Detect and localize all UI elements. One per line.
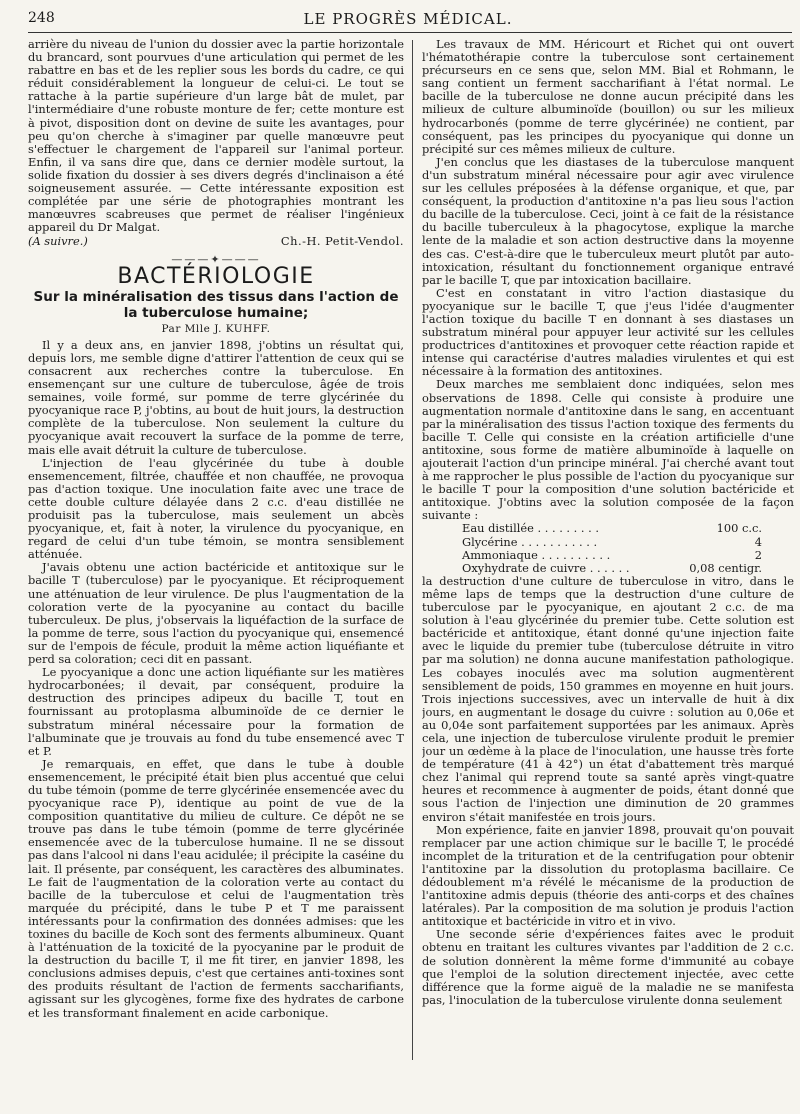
signature-line xyxy=(28,235,404,248)
paragraph: la destruction d'une culture de tuberculose in vitro, dans le même laps de temps que la destruction d'une culture de tuberculose par le pyocyanique, en ajoutant 2 c.c. de ma solution à l'eau glycérinée du premier tube. Cette solution est bactéricide et antitoxique, étant donné qu'une injection faite avec le liquide du premier tube (tuberculose détruite in vitro par ma solution) ne donna aucune manifestation pathologique. Les cobayes inoculés avec ma solution augmentèrent sensiblement de poids, 150 grammes en moyenne en huit jours. Trois injections successives, avec un intervalle de huit à dix jours, en augmentant le dosage du cuivre : solution au 0,06e et au 0,04e sont parfaitement supportées par les animaux. Après cela, une injection de tuberculose virulente produit le premier jour un œdème à la place de l'inoculation, une hausse très forte de température (41 à 42°) un état d'abattement très marqué chez l'animal qui reprend toute sa santé après vingt-quatre heures et recommence à augmenter de poids, étant donné que sous l'action de l'injection une diminution de 20 grammes environ s'était manifestée en trois jours. xyxy=(422,573,794,824)
section-heading: BACTÉRIOLOGIE xyxy=(117,263,315,289)
recipe-table xyxy=(462,522,762,574)
running-title: LE PROGRÈS MÉDICAL. xyxy=(303,10,513,28)
article-title: Sur la minéralisation des tissus dans l'action de la tuberculose humaine; xyxy=(33,288,399,321)
article-byline: Par Mlle J. KUHFF. xyxy=(161,322,271,335)
paragraph: Deux marches me semblaient donc indiquées, selon mes observations de 1898. Celle qui consiste à produire une augmentation normale d'antitoxine dans le sang, en accentuant par la minéralisation des tissus l'action toxique des ferments du bacille T. Celle qui consiste en la création artificielle d'une antitoxine, sous forme de matière albuminoïde à laquelle on ajouterait l'action d'un principe minéral. J'ai cherché avant tout à me rapprocher le plus possible de l'action du pyocyanique sur le bacille T pour la composition d'une solution bactéricide et antitoxique. J'obtins avec la solution composée de la façon suivante : xyxy=(422,377,794,523)
paragraph: Une seconde série d'expériences faites avec le produit obtenu en traitant les cultures vivantes par l'addition de 2 c.c. de solution donnèrent la même forme d'immunité au cobaye que l'emploi de la solution directement injectée, avec cette différence que la forme aiguë de la maladie ne se manifesta pas, l'inoculation de la tuberculose virulente donna seulement xyxy=(422,927,794,1007)
author-signature: Ch.-H. Petit-Vendol. xyxy=(280,234,404,249)
recipe-row xyxy=(462,562,762,575)
paragraph: C'est en constatant in vitro l'action diastasique du pyocyanique sur le bacille T, que j'eus l'idée d'augmenter l'action toxique du bacille T en donnant à ses diastases un substratum minéral pour appuyer leur activité sur les cellules productrices d'antitoxines et provoquer cette réaction rapide et intense qui caractérise d'autres maladies virulentes et qui est nécessaire à la formation des antitoxines. xyxy=(422,285,794,379)
page-number: 248 xyxy=(28,10,55,26)
right-column xyxy=(422,38,794,1106)
left-column xyxy=(28,38,404,1106)
paragraph: Je remarquais, en effet, que dans le tube à double ensemencement, le précipité était bien plus accentué que celui du tube témoin (pomme de terre glycérinée ensemencée avec du pyocyanique race P), identique au point de vue de la composition quantitative du milieu de culture. Ce dépôt ne se trouve pas dans le tube témoin (pomme de terre glycérinée ensemencée avec de la tuberculose humaine. Il ne se dissout pas dans l'alcool ni dans l'eau acidulée; il précipite la caséine du lait. Il présente, par conséquent, les caractères des albuminates. Le fait de l'augmentation de la coloration verte au contact du bacille de la tuberculose et celui de l'augmentation très marquée du précipité, dans le tube P et T me paraissent intéressants pour la confirmation des données admises: que les toxines du bacille de Koch sont des ferments albumineux. Quant à l'atténuation de la toxicité de la pyocyanine par le produit de la destruction du bacille T, il me fit tirer, en janvier 1898, les conclusions admises depuis, c'est que certaines anti-toxines sont des produits résultant de l'action de ferments saccharifiants, agissant sur les glycogènes, forme fixe des hydrates de carbone et les transformant finalement en acide carbonique. xyxy=(28,756,404,1020)
ingredient-name: Eau distillée xyxy=(462,521,534,536)
ingredient-quantity: 2 xyxy=(754,547,762,562)
paragraph: Le pyocyanique a donc une action liquéfiante sur les matières hydrocarbonées; il devait, par conséquent, produire la destruction des principes adipeux du bacille T, tout en fournissant au protoplasma albuminoïde de ce dernier le substratum minéral nécessaire pour la formation de l'albuminate que je trouvais au fond du tube ensemencé avec T et P. xyxy=(28,665,404,758)
ingredient-quantity: 4 xyxy=(754,534,762,549)
paragraph: Il y a deux ans, en janvier 1898, j'obtins un résultat qui, depuis lors, me semble digne d'attirer l'attention de ceux qui se consacrent aux recherches contre la tuberculose. En ensemençant sur une culture de tuberculose, âgée de trois semaines, voile formé, sur pomme de terre glycérinée du pyocyanique race P, j'obtins, au bout de huit jours, la destruction complète de la tuberculose. Non seulement la culture du pyocyanique avait recouvert la surface de la pomme de terre, mais elle avait détruit la culture de tuberculose. xyxy=(28,337,404,457)
paragraph: L'injection de l'eau glycérinée du tube à double ensemencement, filtrée, chauffée et non chauffée, ne provoqua pas d'action toxique. Une inoculation faite avec une trace de cette double culture délayée dans 2 c.c. d'eau distillée ne produisit pas la tuberculose, mais seulement un abcès pyocyanique, et, fait à noter, la virulence du pyocyanique, en regard de celui d'un tube témoin, se montra sensiblement atténuée. xyxy=(28,455,404,562)
paragraph: Les travaux de MM. Héricourt et Richet qui ont ouvert l'hématothérapie contre la tuberculose sont certainement précurseurs en ce sens que, selon MM. Bial et Rohmann, le sang contient un ferment saccharifiant à l'état normal. Le bacille de la tuberculose ne donne aucun précipité dans les milieux de culture albuminoïde (bouillon) ou sur les milieux hydrocarbonés (pomme de terre glycérinée) ne contient, par conséquent, pas les principes du pyocyanique qui donne un précipité sur ces mêmes milieux de culture. xyxy=(422,38,794,156)
ingredient-quantity: 0,08 centigr. xyxy=(689,560,762,575)
leader-dots: . . . . . . . . . . xyxy=(541,547,611,562)
ornament-divider: ———✦——— xyxy=(171,252,261,266)
paragraph: J'avais obtenu une action bactéricide et antitoxique sur le bacille T (tuberculose) par le pyocyanique. Et réciproquement une atténuation de leur virulence. De plus l'augmentation de la coloration verte de la pyocyanine au contact du bacille tuberculeux. De plus, j'observais la liquéfaction de la surface de la pomme de terre, sous l'action du pyocyanique qui, ensemencé sur de l'empois de fécule, produit la même action liquéfiante et perd sa coloration; ceci dit en passant. xyxy=(28,560,404,667)
ingredient-name: Ammoniaque xyxy=(462,547,538,562)
ingredient-name: Oxyhydrate de cuivre xyxy=(462,560,587,575)
leader-dots: . . . . . . . . . . . xyxy=(521,534,598,549)
paragraph: J'en conclus que les diastases de la tuberculose manquent d'un substratum minéral nécessaire pour agir avec virulence sur les cellules préposées à la défense organique, et que, par conséquent, la production d'antitoxine n'a pas lieu sous l'action du bacille de la tuberculose. Ceci, joint à ce fait de la résistance du bacille tuberculeux à la phagocytose, explique la marche lente de la maladie et son action destructive dans la moyenne des cas. C'est-à-dire que le tuberculeux meurt plutôt par auto-intoxication, résultant du fonctionnement organique entravé par le bacille T, que par intoxication bacillaire. xyxy=(422,154,794,287)
leader-dots: . . . . . . xyxy=(589,560,630,575)
paragraph: Mon expérience, faite en janvier 1898, prouvait qu'on pouvait remplacer par une action chimique sur le bacille T, le procédé incomplet de la trituration et de la centrifugation pour obtenir l'antitoxine par la dissolution du protoplasma bacillaire. Ce dédoublement m'a révélé le mécanisme de la production de l'antitoxine admis depuis (théorie des anti-corps et des chaînes latérales). Par la composition de ma solution je produis l'action antitoxique et bactéricide in vitro et in vivo. xyxy=(422,822,794,929)
ingredient-quantity: 100 c.c. xyxy=(716,521,762,536)
page-header xyxy=(28,10,788,30)
ingredient-name: Glycérine xyxy=(462,534,518,549)
header-rule xyxy=(28,32,792,33)
leader-dots: . . . . . . . . . xyxy=(537,521,600,536)
a-suivre-note: (A suivre.) xyxy=(28,234,88,249)
column-divider xyxy=(412,40,413,1060)
continuation-paragraph: arrière du niveau de l'union du dossier avec la partie horizontale du brancard, sont pourvues d'une articulation qui permet de les rabattre en bas et de les replier sous les bords du cadre, ce qui réduit considérablement la longueur de celui-ci. Le tout se rattache à la partie supérieure d'un large bât de mulet, par l'intermédiaire d'une robuste monture de fer; cette monture est à pivot, disposition dont on devine de suite les avantages, pour peu qu'on cherche à s'imaginer par quelle manœuvre peut s'effectuer le chargement de l'appareil sur l'animal porteur. Enfin, il va sans dire que, dans ce dernier modèle surtout, la solide fixation du dossier à ses divers degrés d'inclinaison a été soigneusement assurée. — Cette intéressante exposition est complétée par une série de photographies montrant les manœuvres scabreuses que permet de réaliser l'ingénieux appareil du Dr Malgat. xyxy=(28,38,404,235)
